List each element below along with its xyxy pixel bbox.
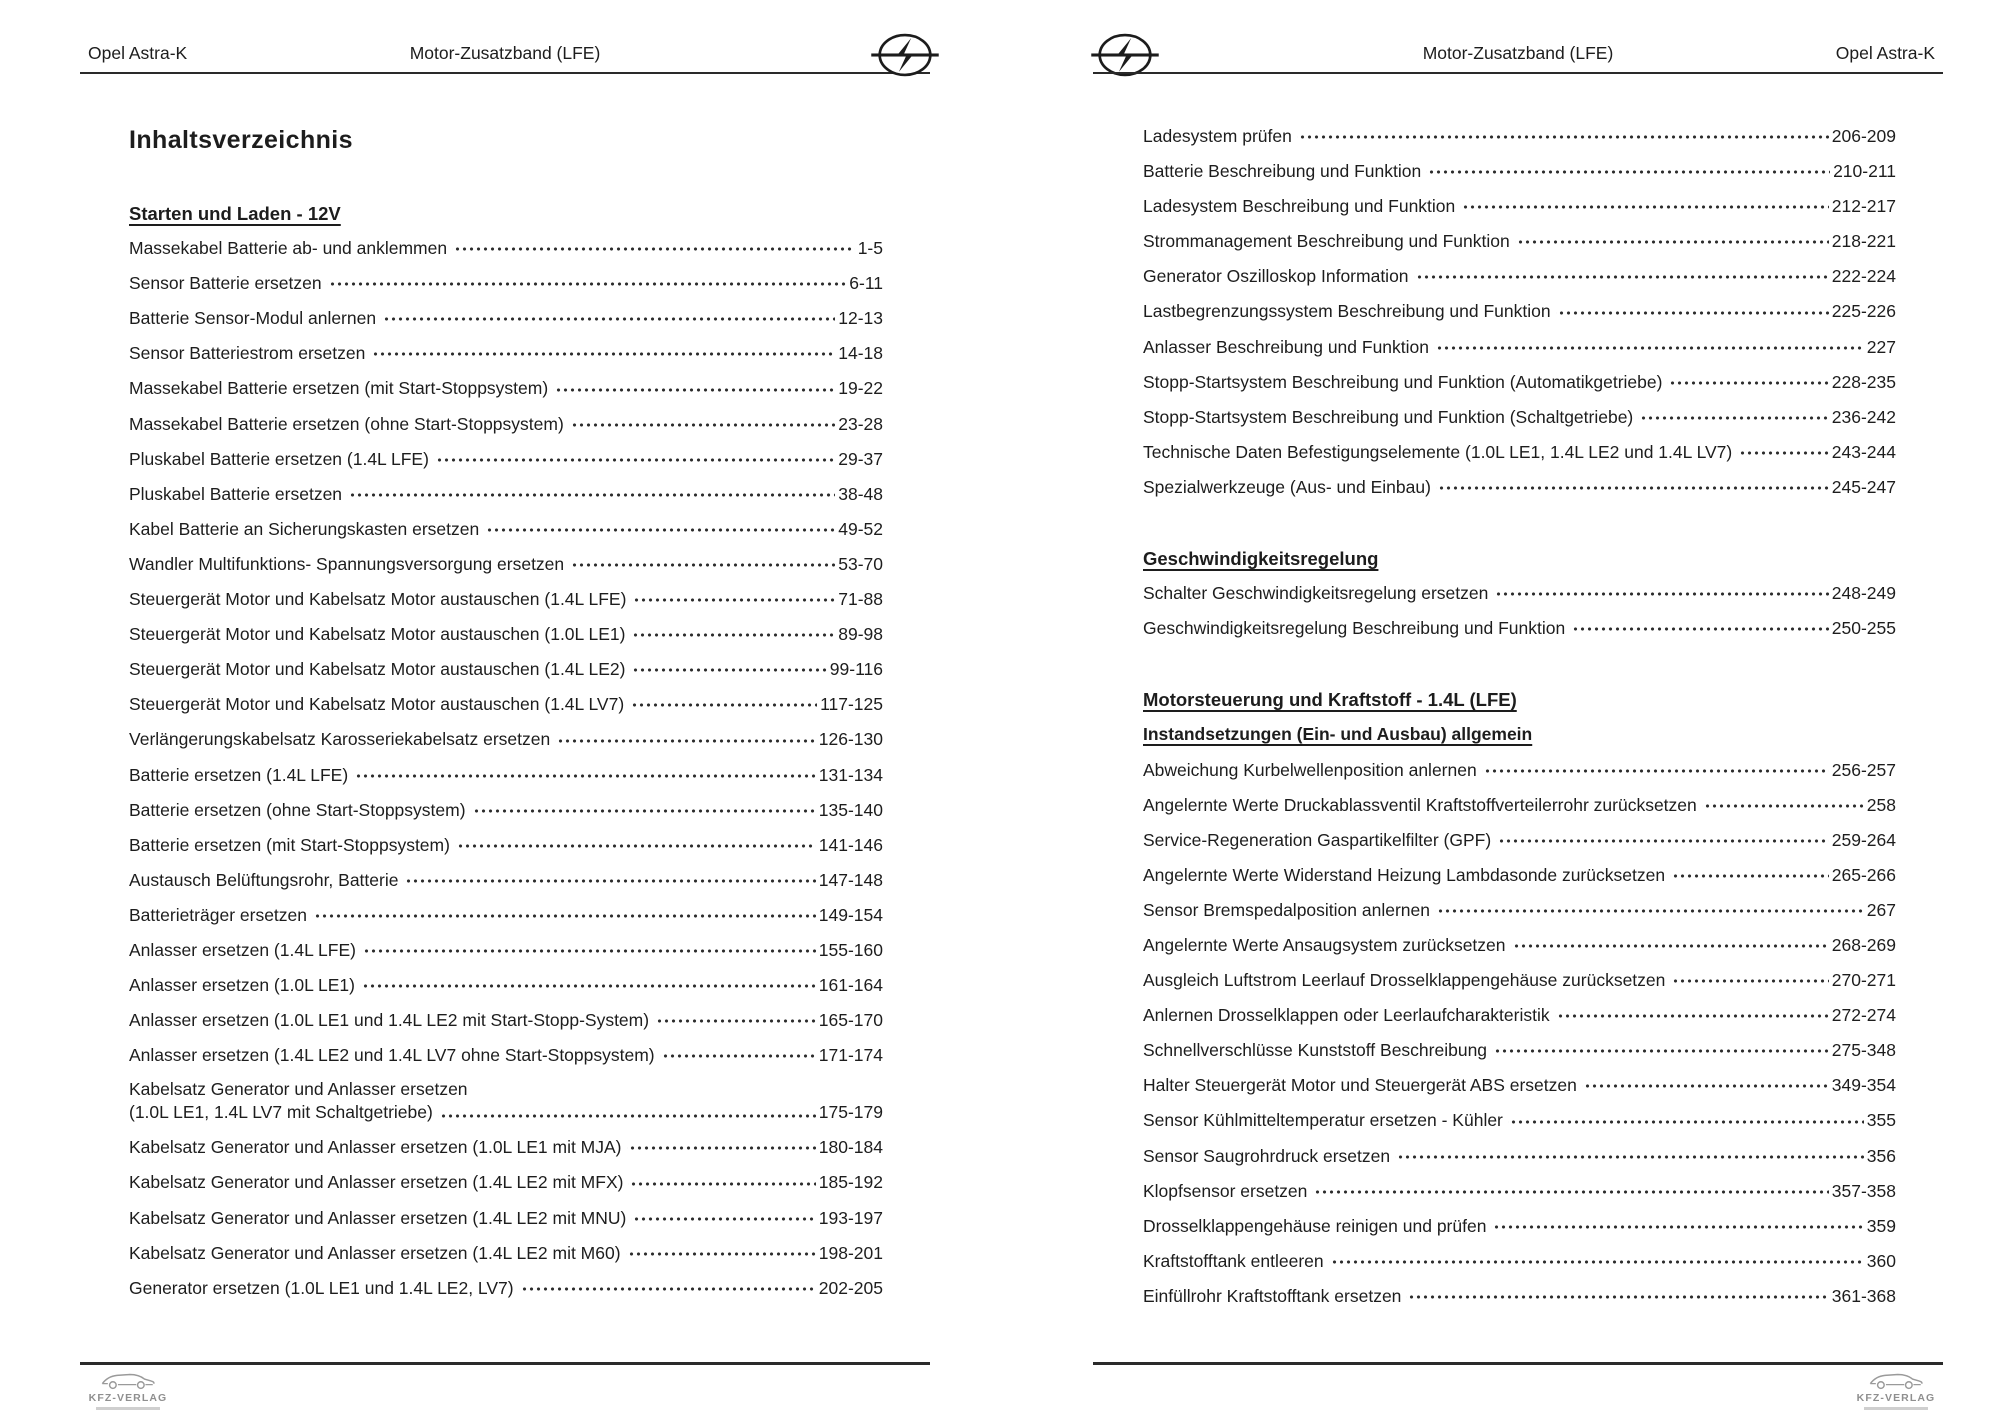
leader-dots xyxy=(347,477,835,512)
leader-dots xyxy=(1395,1139,1864,1174)
toc-entry-label: Sensor Batteriestrom ersetzen xyxy=(129,343,366,364)
toc-entry-label: Kabelsatz Generator und Anlasser ersetzen xyxy=(129,1079,468,1100)
toc-entry-label: Verlängerungskabelsatz Karosseriekabelsatz ersetzen xyxy=(129,729,551,750)
right-page-header xyxy=(1093,30,1943,74)
toc-entry-pages: 171-174 xyxy=(818,1045,883,1066)
toc-entry-label: Anlasser ersetzen (1.4L LE2 und 1.4L LV7 ohne Start-Stoppsystem) xyxy=(129,1045,655,1066)
toc-right-column xyxy=(1143,119,1896,1314)
toc-entry xyxy=(1143,858,1896,893)
toc-entry-label: Strommanagement Beschreibung und Funktion xyxy=(1143,231,1510,252)
toc-entry-label: Batterie ersetzen (mit Start-Stoppsystem) xyxy=(129,834,450,855)
toc-entry-label: Kabelsatz Generator und Anlasser ersetzen (1.4L LE2 mit M60) xyxy=(129,1242,621,1263)
leader-dots xyxy=(434,442,835,477)
toc-entry xyxy=(129,617,883,652)
leader-dots xyxy=(1426,154,1830,189)
page-title: Inhaltsverzeichnis xyxy=(129,126,353,154)
toc-entry-pages: 131-134 xyxy=(818,764,883,785)
toc-entry xyxy=(1143,788,1896,823)
toc-entry-pages: 161-164 xyxy=(818,975,883,996)
toc-entry xyxy=(1143,1209,1896,1244)
toc-entry-pages: 357-358 xyxy=(1831,1180,1896,1201)
toc-entry xyxy=(1143,1244,1896,1279)
leader-dots xyxy=(370,336,835,371)
header-doc-label: Motor-Zusatzband (LFE) xyxy=(409,43,601,63)
leader-dots xyxy=(438,1101,816,1124)
toc-entry-pages: 141-146 xyxy=(818,834,883,855)
toc-entry-pages: 6-11 xyxy=(849,273,883,294)
leader-dots xyxy=(1570,611,1829,646)
leader-dots xyxy=(1515,224,1829,259)
leader-dots xyxy=(381,301,835,336)
toc-entry xyxy=(129,933,883,968)
toc-entry-pages: 227 xyxy=(1866,336,1896,357)
toc-entry xyxy=(129,1201,883,1236)
toc-entry xyxy=(1143,1103,1896,1138)
toc-entry-pages: 258 xyxy=(1866,794,1896,815)
toc-entry-pages: 360 xyxy=(1866,1250,1896,1271)
toc-entry xyxy=(129,1271,883,1306)
leader-dots xyxy=(660,1038,816,1073)
leader-dots xyxy=(1670,858,1829,893)
toc-entry-pages: 265-266 xyxy=(1831,864,1896,885)
toc-entry-label: Schalter Geschwindigkeitsregelung ersetzen xyxy=(1143,583,1489,604)
leader-dots xyxy=(553,371,835,406)
toc-entry-pages: 275-348 xyxy=(1831,1040,1896,1061)
toc-entry xyxy=(129,968,883,1003)
leader-dots xyxy=(631,1201,815,1236)
toc-entry xyxy=(1143,893,1896,928)
leader-dots xyxy=(569,407,835,442)
toc-entry-pages: 38-48 xyxy=(838,483,883,504)
toc-entry xyxy=(1143,400,1896,435)
footer-rule xyxy=(1093,1362,1943,1365)
toc-entry-pages: 222-224 xyxy=(1831,266,1896,287)
toc-entry xyxy=(1143,928,1896,963)
toc-entry-label: Generator ersetzen (1.0L LE1 und 1.4L LE2, LV7) xyxy=(129,1277,514,1298)
leader-dots xyxy=(403,863,815,898)
leader-dots xyxy=(471,793,816,828)
toc-entry xyxy=(1143,998,1896,1033)
toc-entry-label: Abweichung Kurbelwellenposition anlernen xyxy=(1143,759,1477,780)
toc-entry-pages: 149-154 xyxy=(818,904,883,925)
toc-entry xyxy=(129,652,883,687)
leader-dots xyxy=(1329,1244,1864,1279)
toc-entry-pages: 245-247 xyxy=(1831,476,1896,497)
toc-entry xyxy=(1143,189,1896,224)
toc-entry-pages: 126-130 xyxy=(818,729,883,750)
toc-entry-pages: 356 xyxy=(1866,1145,1896,1166)
toc-entry xyxy=(129,477,883,512)
leader-dots xyxy=(629,687,817,722)
toc-entry-label: Steuergerät Motor und Kabelsatz Motor austauschen (1.0L LE1) xyxy=(129,624,626,645)
leader-dots xyxy=(569,547,835,582)
toc-entry-pages: 206-209 xyxy=(1831,126,1896,146)
toc-entry-label: Pluskabel Batterie ersetzen xyxy=(129,483,343,504)
section-heading: Motorsteuerung und Kraftstoff - 1.4L (LFE) xyxy=(1143,689,1517,711)
toc-entry xyxy=(1143,259,1896,294)
publisher-name: KFZ-VERLAG xyxy=(1856,1392,1936,1404)
header-rule xyxy=(80,72,930,75)
toc-entry xyxy=(1143,119,1896,154)
toc-entry xyxy=(1143,1033,1896,1068)
toc-entry xyxy=(129,1130,883,1165)
toc-entry-label: Sensor Batterie ersetzen xyxy=(129,273,322,294)
toc-entry-pages: 175-179 xyxy=(818,1102,883,1123)
toc-entry xyxy=(129,1038,883,1073)
toc-entry xyxy=(129,1165,883,1200)
toc-entry xyxy=(1143,611,1896,646)
toc-entry-label: Ladesystem prüfen xyxy=(1143,126,1292,146)
toc-entry-label: Stopp-Startsystem Beschreibung und Funktion (Schaltgetriebe) xyxy=(1143,406,1634,427)
toc-entry-label: Angelernte Werte Ansaugsystem zurücksetzen xyxy=(1143,934,1506,955)
toc-entry-label: Ladesystem Beschreibung und Funktion xyxy=(1143,196,1456,217)
toc-entry-label: Einfüllrohr Kraftstofftank ersetzen xyxy=(1143,1285,1402,1306)
toc-entry xyxy=(1143,294,1896,329)
toc-entry xyxy=(1143,576,1896,611)
leader-dots xyxy=(631,582,835,617)
toc-entry xyxy=(1143,154,1896,189)
publisher-logo xyxy=(82,1369,174,1410)
leader-dots xyxy=(1667,365,1828,400)
toc-entry xyxy=(1143,1279,1896,1314)
toc-entry-label: Pluskabel Batterie ersetzen (1.4L LFE) xyxy=(129,448,429,469)
leader-dots xyxy=(630,652,826,687)
toc-entry-label: Anlasser ersetzen (1.0L LE1) xyxy=(129,975,355,996)
toc-entry-label: Generator Oszilloskop Information xyxy=(1143,266,1409,287)
toc-entry-label: Ausgleich Luftstrom Leerlauf Drosselklappengehäuse zurücksetzen xyxy=(1143,970,1666,991)
leader-dots xyxy=(1555,998,1829,1033)
toc-entry xyxy=(1143,753,1896,788)
header-model-label: Opel Astra-K xyxy=(88,43,188,63)
toc-entry-label: Anlasser Beschreibung und Funktion xyxy=(1143,336,1430,357)
toc-entry-label: Kabelsatz Generator und Anlasser ersetzen (1.0L LE1 mit MJA) xyxy=(129,1137,622,1158)
toc-entry xyxy=(129,512,883,547)
toc-entry xyxy=(1143,1174,1896,1209)
toc-entry-pages: 268-269 xyxy=(1831,934,1896,955)
toc-entry-pages: 1-5 xyxy=(857,238,883,259)
toc-entry xyxy=(129,547,883,582)
toc-entry-label: Batterie ersetzen (ohne Start-Stoppsystem) xyxy=(129,799,466,820)
toc-entry xyxy=(129,442,883,477)
toc-entry-pages: 349-354 xyxy=(1831,1075,1896,1096)
toc-entry xyxy=(129,1236,883,1271)
toc-entry xyxy=(1143,1068,1896,1103)
car-silhouette-icon xyxy=(98,1369,158,1391)
toc-entry-pages: 250-255 xyxy=(1831,618,1896,639)
toc-entry xyxy=(129,1073,883,1130)
toc-entry-label: Angelernte Werte Druckablassventil Kraftstoffverteilerrohr zurücksetzen xyxy=(1143,794,1697,815)
toc-entry-pages: 12-13 xyxy=(838,308,883,329)
toc-entry-label: Drosselklappengehäuse reinigen und prüfen xyxy=(1143,1215,1487,1236)
toc-entry-pages: 212-217 xyxy=(1831,196,1896,217)
toc-entry-label: Kabelsatz Generator und Anlasser ersetzen (1.4L LE2 mit MFX) xyxy=(129,1172,624,1193)
toc-entry-label: Service-Regeneration Gaspartikelfilter (GPF) xyxy=(1143,829,1492,850)
publisher-name: KFZ-VERLAG xyxy=(88,1392,168,1404)
toc-entry-label: Anlasser ersetzen (1.4L LFE) xyxy=(129,939,356,960)
toc-entry-pages: 218-221 xyxy=(1831,231,1896,252)
leader-dots xyxy=(627,1130,816,1165)
leader-dots xyxy=(1511,928,1829,963)
toc-entry xyxy=(129,371,883,406)
leader-dots xyxy=(360,968,816,1003)
toc-entry-label: Wandler Multifunktions- Spannungsversorgung ersetzen xyxy=(129,553,565,574)
toc-entry-pages: 267 xyxy=(1866,899,1896,920)
leader-dots xyxy=(1436,470,1829,505)
toc-entry-label: Sensor Kühlmitteltemperatur ersetzen - Kühler xyxy=(1143,1110,1503,1131)
toc-entry xyxy=(129,266,883,301)
header-rule xyxy=(1093,72,1943,75)
leader-dots xyxy=(1492,1033,1829,1068)
toc-entry-label: Massekabel Batterie ersetzen (mit Start-Stoppsystem) xyxy=(129,378,549,399)
toc-entry-label: Batterie Beschreibung und Funktion xyxy=(1143,161,1422,182)
toc-entry-label: Geschwindigkeitsregelung Beschreibung und Funktion xyxy=(1143,618,1566,639)
toc-entry-label: Steuergerät Motor und Kabelsatz Motor austauschen (1.4L LFE) xyxy=(129,589,627,610)
leader-dots xyxy=(1491,1209,1863,1244)
header-doc-label: Motor-Zusatzband (LFE) xyxy=(1422,43,1614,63)
toc-entry-label: Technische Daten Befestigungselemente (1.0L LE1, 1.4L LE2 und 1.4L LV7) xyxy=(1143,441,1733,462)
toc-entry xyxy=(129,863,883,898)
leader-dots xyxy=(1496,823,1829,858)
leader-dots xyxy=(455,828,816,863)
toc-entry-label: Kabel Batterie an Sicherungskasten ersetzen xyxy=(129,518,480,539)
section-heading: Geschwindigkeitsregelung xyxy=(1143,548,1379,570)
toc-entry-pages: 135-140 xyxy=(818,799,883,820)
leader-dots xyxy=(353,758,816,793)
footer-rule xyxy=(80,1362,930,1365)
toc-entry-pages: 225-226 xyxy=(1831,301,1896,322)
toc-entry-pages: 23-28 xyxy=(838,413,883,434)
toc-entry-pages: 248-249 xyxy=(1831,583,1896,604)
toc-entry-label: Klopfsensor ersetzen xyxy=(1143,1180,1308,1201)
toc-entry xyxy=(129,407,883,442)
toc-entry-label: Massekabel Batterie ab- und anklemmen xyxy=(129,238,448,259)
publisher-logo xyxy=(1850,1369,1942,1410)
leader-dots xyxy=(1414,259,1829,294)
toc-entry-pages: 361-368 xyxy=(1831,1285,1896,1306)
toc-entry-pages: 259-264 xyxy=(1831,829,1896,850)
section-subheading: Instandsetzungen (Ein- und Ausbau) allgemein xyxy=(1143,724,1533,745)
toc-entry-pages: 89-98 xyxy=(838,624,883,645)
toc-entry-label: Lastbegrenzungssystem Beschreibung und Funktion xyxy=(1143,301,1551,322)
toc-entry-pages: 198-201 xyxy=(818,1242,883,1263)
toc-entry-label: Anlernen Drosselklappen oder Leerlaufcharakteristik xyxy=(1143,1005,1550,1026)
toc-entry-pages: 256-257 xyxy=(1831,759,1896,780)
toc-entry-pages: 272-274 xyxy=(1831,1005,1896,1026)
leader-dots xyxy=(361,933,816,968)
leader-dots xyxy=(1702,788,1864,823)
toc-entry-label: Steuergerät Motor und Kabelsatz Motor austauschen (1.4L LV7) xyxy=(129,694,625,715)
leader-dots xyxy=(628,1165,815,1200)
leader-dots xyxy=(312,898,816,933)
toc-entry-pages: 117-125 xyxy=(820,694,883,715)
leader-dots xyxy=(1312,1174,1828,1209)
toc-entry xyxy=(1143,470,1896,505)
toc-entry-label: Kraftstofftank entleeren xyxy=(1143,1250,1324,1271)
leader-dots xyxy=(555,722,816,757)
toc-entry xyxy=(1143,365,1896,400)
toc-entry-label: Batterie ersetzen (1.4L LFE) xyxy=(129,764,349,785)
toc-entry xyxy=(129,1003,883,1038)
leader-dots xyxy=(1556,294,1829,329)
leader-dots xyxy=(1638,400,1829,435)
header-model-label: Opel Astra-K xyxy=(1835,43,1935,63)
leader-dots xyxy=(1493,576,1828,611)
toc-entry-pages: 185-192 xyxy=(818,1172,883,1193)
toc-entry-label: Sensor Bremspedalposition anlernen xyxy=(1143,899,1430,920)
leader-dots xyxy=(484,512,835,547)
leader-dots xyxy=(1670,963,1828,998)
leader-dots xyxy=(630,617,835,652)
leader-dots xyxy=(327,266,847,301)
toc-entry-pages: 180-184 xyxy=(818,1137,883,1158)
leader-dots xyxy=(1582,1068,1829,1103)
leader-dots xyxy=(654,1003,816,1038)
toc-entry-pages: 53-70 xyxy=(838,553,883,574)
toc-entry-pages: 71-88 xyxy=(838,589,883,610)
toc-entry xyxy=(1143,224,1896,259)
leader-dots xyxy=(1434,330,1864,365)
publisher-tagline-placeholder xyxy=(1864,1407,1928,1410)
toc-entry-pages: 210-211 xyxy=(1833,161,1896,182)
toc-entry-label: Kabelsatz Generator und Anlasser ersetzen (1.4L LE2 mit MNU) xyxy=(129,1207,627,1228)
toc-entry-pages: 243-244 xyxy=(1831,441,1896,462)
toc-entry-pages: 355 xyxy=(1866,1110,1896,1131)
publisher-tagline-placeholder xyxy=(96,1407,160,1410)
toc-entry-pages: 29-37 xyxy=(838,448,883,469)
toc-entry xyxy=(1143,330,1896,365)
leader-dots xyxy=(1508,1103,1864,1138)
toc-left-column xyxy=(129,196,883,1306)
leader-dots xyxy=(452,231,855,266)
leader-dots xyxy=(1737,435,1829,470)
opel-logo xyxy=(859,29,951,81)
toc-entry-pages: 359 xyxy=(1866,1215,1896,1236)
toc-entry-pages: 236-242 xyxy=(1831,406,1896,427)
toc-entry xyxy=(129,231,883,266)
toc-entry-label: Halter Steuergerät Motor und Steuergerät ABS ersetzen xyxy=(1143,1075,1577,1096)
toc-entry-pages: 165-170 xyxy=(818,1010,883,1031)
leader-dots xyxy=(1297,119,1829,154)
toc-entry-label: Angelernte Werte Widerstand Heizung Lambdasonde zurücksetzen xyxy=(1143,864,1666,885)
toc-entry-pages: 99-116 xyxy=(829,659,883,680)
toc-entry xyxy=(1143,823,1896,858)
toc-entry xyxy=(129,301,883,336)
toc-entry-pages: 202-205 xyxy=(818,1277,883,1298)
toc-entry xyxy=(1143,435,1896,470)
toc-entry xyxy=(1143,963,1896,998)
toc-entry-label: Stopp-Startsystem Beschreibung und Funktion (Automatikgetriebe) xyxy=(1143,371,1663,392)
toc-entry-pages: 155-160 xyxy=(818,939,883,960)
toc-entry-label: Anlasser ersetzen (1.0L LE1 und 1.4L LE2 mit Start-Stopp-System) xyxy=(129,1010,650,1031)
toc-entry-label: Steuergerät Motor und Kabelsatz Motor austauschen (1.4L LE2) xyxy=(129,659,626,680)
toc-entry xyxy=(129,722,883,757)
toc-entry-label: Batterie Sensor-Modul anlernen xyxy=(129,308,377,329)
toc-entry xyxy=(129,793,883,828)
toc-entry-label: Spezialwerkzeuge (Aus- und Einbau) xyxy=(1143,476,1431,497)
toc-entry-pages: 270-271 xyxy=(1831,970,1896,991)
toc-entry-pages: 147-148 xyxy=(818,869,883,890)
toc-entry xyxy=(129,687,883,722)
toc-entry-pages: 49-52 xyxy=(838,518,883,539)
leader-dots xyxy=(519,1271,816,1306)
toc-entry-label: Austausch Belüftungsrohr, Batterie xyxy=(129,869,399,890)
toc-entry-label: Sensor Saugrohrdruck ersetzen xyxy=(1143,1145,1391,1166)
toc-entry xyxy=(129,336,883,371)
toc-entry-pages: 14-18 xyxy=(838,343,883,364)
leader-dots xyxy=(1435,893,1864,928)
toc-entry xyxy=(129,898,883,933)
left-page-header xyxy=(80,30,930,74)
section-heading: Starten und Laden - 12V xyxy=(129,203,341,224)
toc-entry-label-continued: (1.0L LE1, 1.4L LV7 mit Schaltgetriebe) xyxy=(129,1102,433,1123)
toc-entry-label: Massekabel Batterie ersetzen (ohne Start-Stoppsystem) xyxy=(129,413,564,434)
car-silhouette-icon xyxy=(1866,1369,1926,1391)
leader-dots xyxy=(1460,189,1828,224)
toc-entry-pages: 228-235 xyxy=(1831,371,1896,392)
leader-dots xyxy=(1406,1279,1828,1314)
leader-dots xyxy=(1482,753,1829,788)
toc-entry-label: Schnellverschlüsse Kunststoff Beschreibung xyxy=(1143,1040,1488,1061)
toc-entry xyxy=(129,582,883,617)
leader-dots xyxy=(626,1236,816,1271)
toc-entry-label: Batterieträger ersetzen xyxy=(129,904,308,925)
toc-entry xyxy=(1143,1139,1896,1174)
toc-entry-pages: 193-197 xyxy=(818,1207,883,1228)
toc-entry xyxy=(129,758,883,793)
toc-entry xyxy=(129,828,883,863)
toc-entry-pages: 19-22 xyxy=(838,378,883,399)
